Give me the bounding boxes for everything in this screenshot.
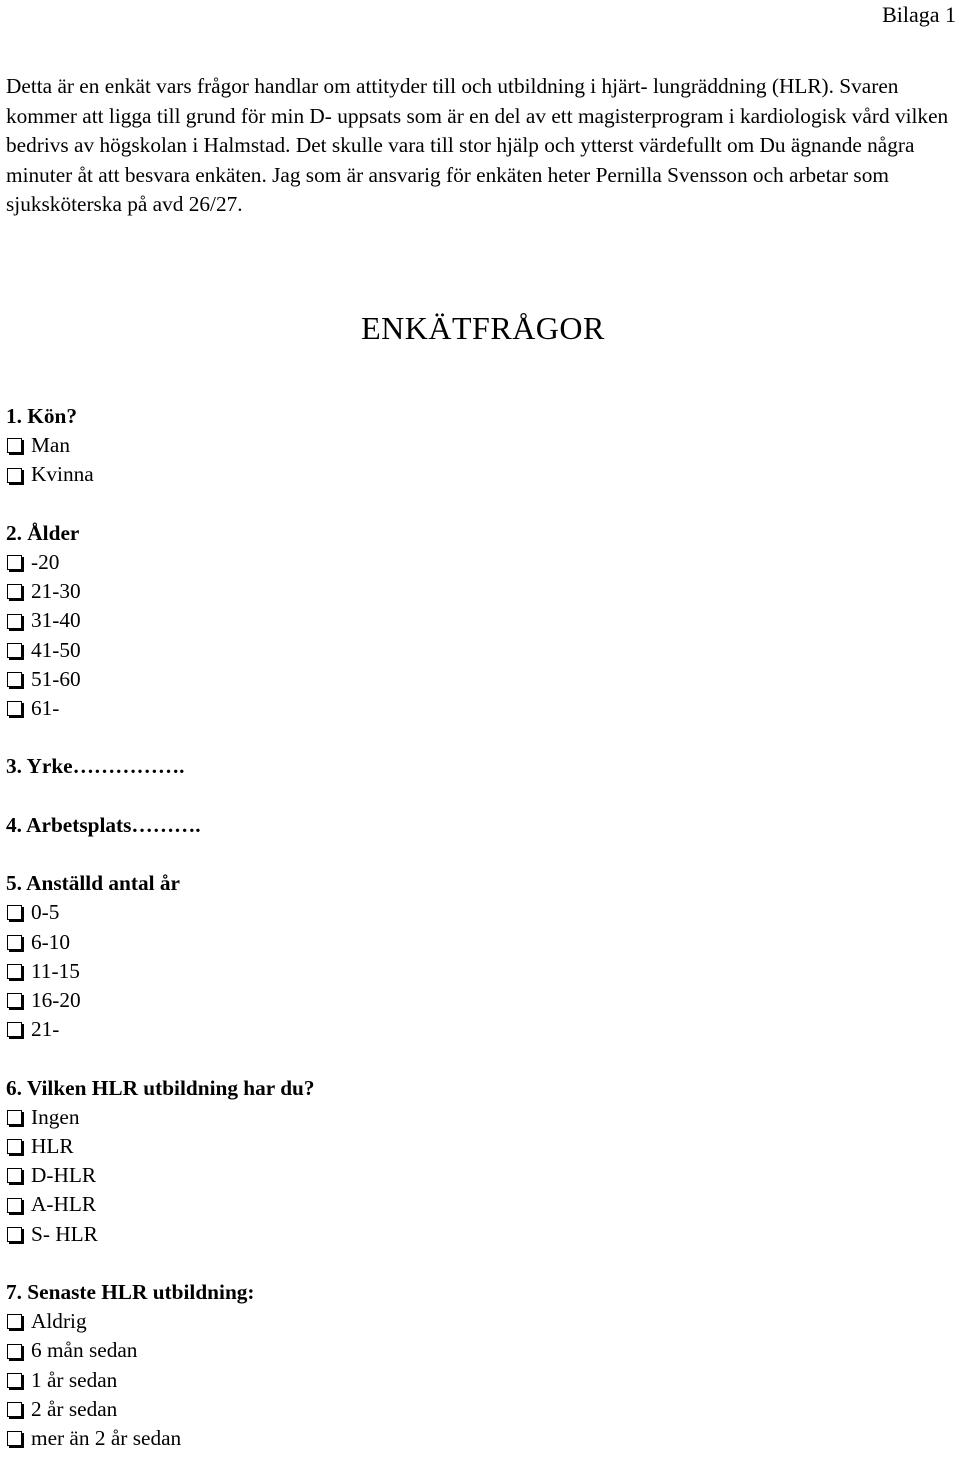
intro-paragraph: Detta är en enkät vars frågor handlar om attityder till och utbildning i hjärt- lungräddning (HLR). Svaren kommer att ligga till grund för min D- uppsats som är en del av ett magisterprogram i kardiologisk vård vilken bedrivs av högskolan i Halmstad. Det skulle vara till stor hjälp och ytterst värdefullt om Du ägnande några minuter åt att besvara enkäten. Jag som är ansvarig för enkäten heter Pernilla Svensson och arbetar som sjuksköterska på avd 26/27. [6, 74, 949, 216]
checkbox-icon[interactable] [7, 438, 22, 453]
question-1 [6, 402, 946, 490]
answer-option[interactable] [6, 1103, 946, 1132]
answer-option-label: A-HLR [31, 1192, 97, 1217]
answer-option-label: Ingen [31, 1104, 80, 1129]
answer-option[interactable] [6, 460, 946, 489]
answer-option[interactable] [6, 1132, 946, 1161]
checkbox-icon[interactable] [7, 1344, 22, 1359]
checkbox-icon[interactable] [7, 993, 22, 1008]
answer-option-label: 16-20 [31, 988, 81, 1012]
survey-title: ENKÄTFRÅGOR [361, 310, 605, 346]
answer-option-label: HLR [31, 1134, 74, 1158]
question-7 [6, 1278, 946, 1453]
checkbox-icon[interactable] [7, 468, 22, 483]
checkbox-icon[interactable] [7, 1431, 22, 1446]
answer-option[interactable] [6, 1220, 946, 1249]
answer-option[interactable] [6, 577, 946, 606]
question-3 [6, 752, 946, 781]
checkbox-icon[interactable] [7, 1227, 22, 1242]
answer-option[interactable] [6, 548, 946, 577]
answer-option-label: 11-15 [31, 958, 80, 983]
answer-option[interactable] [6, 898, 946, 927]
question-title: 5. Anställd antal år [6, 871, 180, 896]
checkbox-icon[interactable] [7, 964, 22, 979]
answer-option[interactable] [6, 606, 946, 635]
answer-option-label: Man [31, 433, 71, 458]
checkbox-icon[interactable] [7, 1110, 22, 1125]
answer-option[interactable] [6, 957, 946, 986]
answer-option[interactable] [6, 431, 946, 460]
checkbox-icon[interactable] [7, 1168, 22, 1183]
checkbox-icon[interactable] [7, 1139, 22, 1154]
checkbox-icon[interactable] [7, 935, 22, 950]
answer-option[interactable] [6, 1366, 946, 1395]
answer-option[interactable] [6, 1336, 946, 1365]
answer-option[interactable] [6, 1015, 946, 1044]
answer-option-label: D-HLR [31, 1163, 97, 1188]
answer-option-label: 61- [31, 696, 60, 721]
answer-option-label: 21-30 [31, 579, 81, 604]
answer-option-label: 21- [31, 1017, 60, 1042]
answer-option-label: Kvinna [31, 462, 94, 487]
checkbox-icon[interactable] [7, 614, 22, 629]
question-title: 3. Yrke……………. [6, 754, 185, 779]
question-2 [6, 519, 946, 723]
question-title: 6. Vilken HLR utbildning har du? [6, 1075, 315, 1100]
answer-option[interactable] [6, 636, 946, 665]
checkbox-icon[interactable] [7, 672, 22, 687]
answer-option-label: 1 år sedan [31, 1367, 118, 1392]
checkbox-icon[interactable] [7, 643, 22, 658]
answer-option[interactable] [6, 1395, 946, 1424]
checkbox-icon[interactable] [7, 701, 22, 716]
question-title: 7. Senaste HLR utbildning: [6, 1280, 255, 1304]
question-5 [6, 869, 946, 1044]
checkbox-icon[interactable] [7, 1373, 22, 1388]
question-title: 2. Ålder [6, 520, 80, 545]
answer-option-label: 51-60 [31, 666, 81, 691]
answer-option[interactable] [6, 986, 946, 1015]
question-title: 4. Arbetsplats………. [6, 812, 201, 837]
answer-option-label: 6 mån sedan [31, 1338, 138, 1363]
answer-option[interactable] [6, 928, 946, 957]
question-title: 1. Kön? [6, 404, 78, 428]
checkbox-icon[interactable] [7, 1402, 22, 1417]
answer-option-label: 0-5 [31, 900, 60, 925]
question-4 [6, 811, 946, 840]
answer-option[interactable] [6, 1424, 946, 1453]
checkbox-icon[interactable] [7, 1022, 22, 1037]
answer-option-label: 31-40 [31, 608, 81, 633]
checkbox-icon[interactable] [7, 555, 22, 570]
answer-option[interactable] [6, 1161, 946, 1190]
survey-questions [6, 402, 946, 1482]
question-6 [6, 1074, 946, 1249]
answer-option-label: -20 [31, 550, 60, 574]
answer-option-label: S- HLR [31, 1221, 98, 1246]
checkbox-icon[interactable] [7, 905, 22, 920]
answer-option-label: Aldrig [31, 1309, 87, 1334]
checkbox-icon[interactable] [7, 584, 22, 599]
answer-option-label: 6-10 [31, 929, 71, 954]
answer-option[interactable] [6, 1307, 946, 1336]
answer-option[interactable] [6, 665, 946, 694]
checkbox-icon[interactable] [7, 1314, 22, 1329]
answer-option-label: 41-50 [31, 637, 81, 662]
answer-option-label: mer än 2 år sedan [31, 1426, 182, 1451]
answer-option[interactable] [6, 694, 946, 723]
answer-option-label: 2 år sedan [31, 1396, 118, 1421]
answer-option[interactable] [6, 1190, 946, 1219]
appendix-label: Bilaga 1 [882, 2, 956, 27]
checkbox-icon[interactable] [7, 1198, 22, 1213]
